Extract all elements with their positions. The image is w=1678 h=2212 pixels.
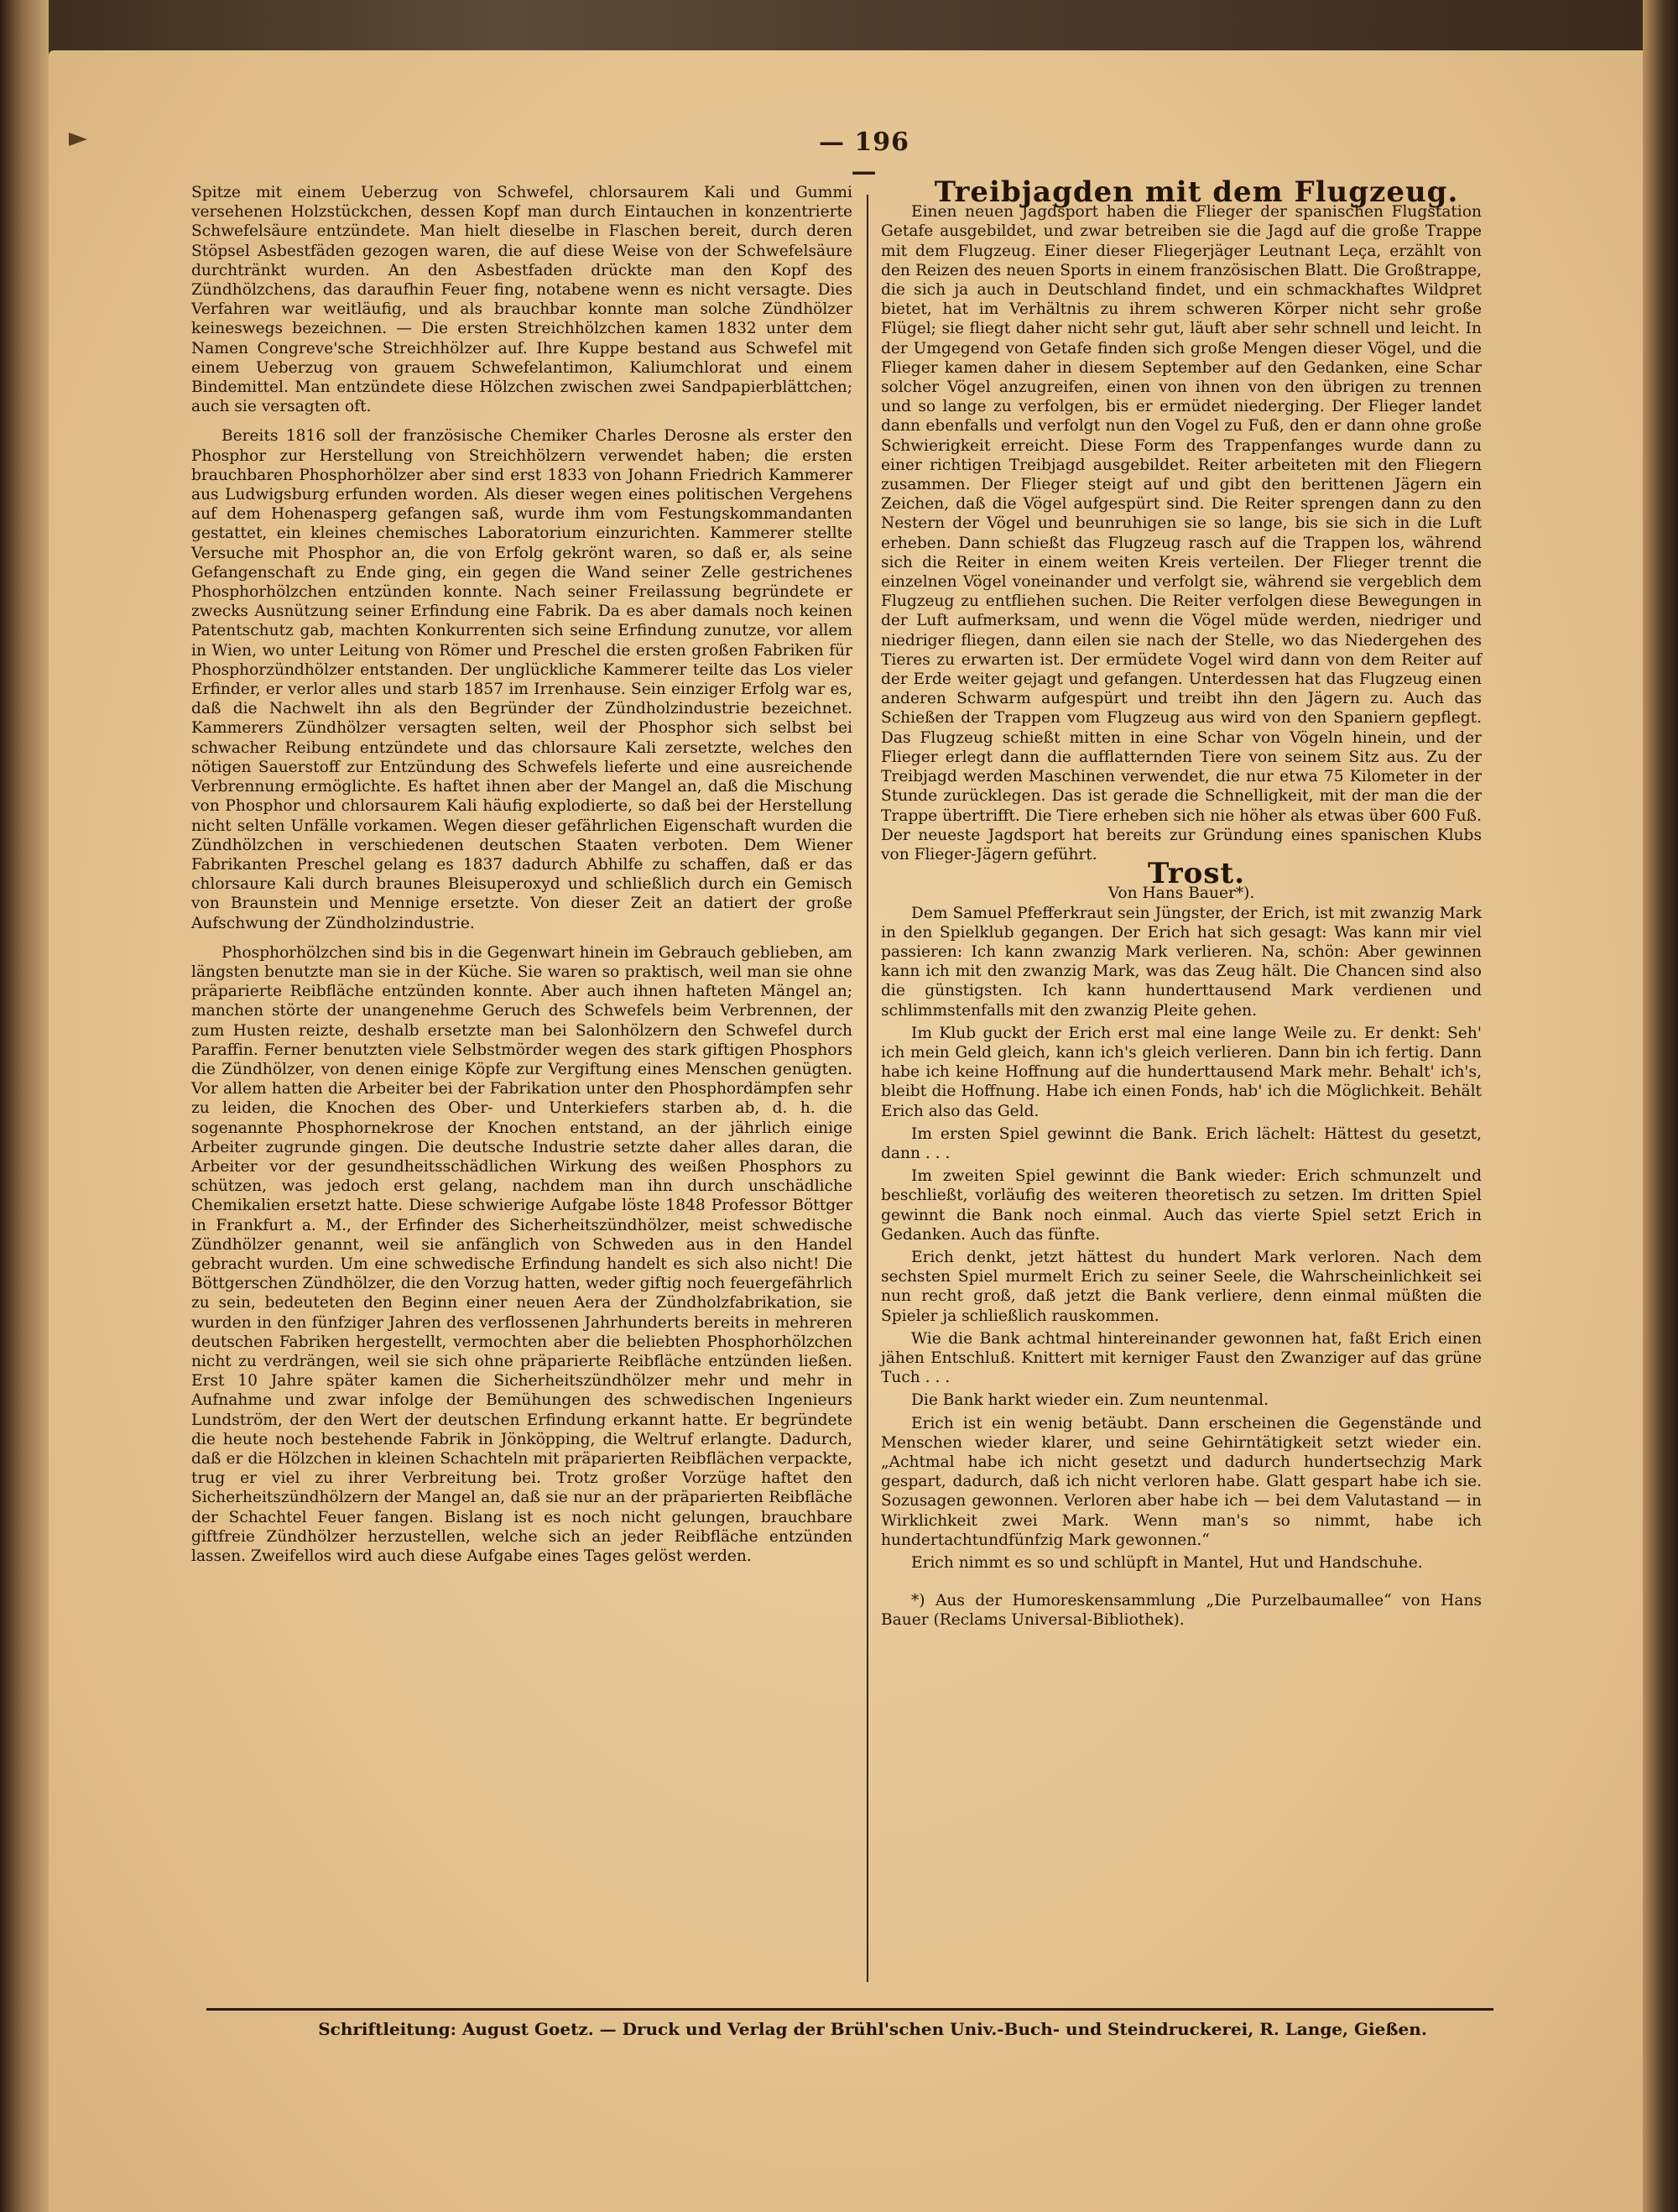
paragraph: Bereits 1816 soll der französische Chemiker Charles Derosne als erster den Phosphor zur Herstellung von Streichhölzern verwendet haben; die ersten brauchbaren Phosphorhölzer aber sind erst 1833 von Johann Friedrich Kammerer aus Ludwigsburg erfunden worden. Als dieser wegen eines politischen Vergehens auf dem Hohenasperg gefangen saß, wurde ihm vom Festungskommandanten gestattet, ein kleines chemisches Laboratorium einzurichten. Kammerer stellte Versuche mit Phosphor an, die von Erfolg gekrönt waren, so daß er, als seine Gefangenschaft zu Ende ging, ein gegen die Wand seiner Zelle gestrichenes Phosphorhölzchen entzünden konnte. Nach seiner Freilassung begründete er zwecks Ausnützung seiner Erfindung eine Fabrik. Da es aber damals noch keinen Patentschutz gab, machten Konkurrenten sich seine Erfindung zunutze, vor allem in Wien, wo unter Leitung von Römer und Preschel die ersten großen Fabriken für Phosphorzündhölzer entstanden. Der unglückliche Kammerer teilte das Los vieler Erfinder, er verlor alles und starb 1857 im Irrenhause. Sein einziger Erfolg war es, daß die Nachwelt ihn als den Begründer der Zündholzindustrie bezeichnet. Kammerers Zündhölzer versagten selten, weil der Phosphor sich selbst bei schwacher Reibung entzündete und das chlorsaure Kali zersetzte, welches den nötigen Sauerstoff zur Entzündung des Schwefels lieferte und eine ausreichende Verbrennung ermöglichte. Es haftet ihnen aber der Mangel an, daß die Mischung von Phosphor und chlorsaurem Kali häufig explodierte, so daß bei der Herstellung nicht selten Unfälle vorkamen. Wegen dieser gefährlichen Eigenschaft wurden die Zündhölzchen in verschiedenen deutschen Staaten verboten. Dem Wiener Fabrikanten Preschel gelang es 1837 dadurch Abhilfe zu schaffen, daß er das chlorsaure Kali durch braunes Bleisuperoxyd und schließlich durch ein Gemisch von Braunstein und Mennige ersetzte. Von dieser Zeit an datiert der große Aufschwung der Zündholzindustrie. (191, 427, 852, 932)
paragraph: Die Bank harkt wieder ein. Zum neuntenmal. (911, 1391, 1269, 1410)
paragraph: Wie die Bank achtmal hintereinander gewonnen hat, faßt Erich einen jähen Entschluß. Knittert mit kerniger Faust den Zwanziger auf das grüne Tuch . . . (881, 1329, 1482, 1387)
page-number: — 196 — (818, 128, 910, 186)
paragraph: Erich ist ein wenig betäubt. Dann erscheinen die Gegenstände und Menschen wieder klarer, und seine Gehirntätigkeit setzt wieder ein. „Achtmal habe ich nicht gesetzt und dadurch hundertsechzig Mark gespart, dadurch, daß ich nicht verloren habe. Glatt gespart habe ich sie. Sozusagen gewonnen. Verloren aber habe ich — bei dem Valutastand — in Wirklichkeit zwei Mark. Wenn man's so nimmt, habe ich hundertachtundfünfzig Mark gewonnen.“ (881, 1414, 1482, 1549)
impressum: Schriftleitung: August Goetz. — Druck und Verlag der Brühl'schen Univ.-Buch- und Steindruckerei, R. Lange, Gießen. (318, 2019, 1427, 2039)
book-binding-left (0, 0, 49, 2212)
book-edge-right (1643, 0, 1678, 2212)
paragraph: Phosphorhölzchen sind bis in die Gegenwart hinein im Gebrauch geblieben, am längsten benutzte man sie in der Küche. Sie waren so praktisch, weil man sie ohne präparierte Reibfläche entzünden konnte. Aber auch ihnen hafteten Mängel an; manchen störte der unangenehme Geruch des Schwefels beim Verbrennen, der zum Husten reizte, deshalb ersetzte man bei Salonhölzern den Schwefel durch Paraffin. Ferner benutzten viele Selbstmörder wegen des stark giftigen Phosphors die Zündhölzer, von denen einige Köpfe zur Vergiftung eines Menschen genügten. Vor allem hatten die Arbeiter bei der Fabrikation unter den Phosphordämpfen sehr zu leiden, die Knochen des Ober- und Unterkiefers starben ab, d. h. die sogenannte Phosphornekrose der Knochen entstand, an der jährlich einige Arbeiter zugrunde gingen. Die deutsche Industrie setzte daher alles daran, die Arbeiter vor der gesundheitsschädlichen Wirkung des weißen Phosphors zu schützen, was jedoch erst gelang, nachdem man ihn durch unschädliche Chemikalien ersetzt hatte. Diese schwierige Aufgabe löste 1848 Professor Böttger in Frankfurt a. M., der Erfinder des Sicherheitszündhölzer, meist schwedische Zündhölzer genannt, weil sie anfänglich von Schweden aus in den Handel gebracht wurden. Um eine schwedische Erfindung handelt es sich also nicht! Die Böttgerschen Zündhölzer, die den Vorzug hatten, weder giftig noch feuergefährlich zu sein, bedeuteten den Beginn einer neuen Aera der Zündholzfabrikation, sie wurden in den fünfziger Jahren des verflossenen Jahrhunderts bereits in mehreren deutschen Fabriken hergestellt, vermochten aber die beliebten Phosphorhölzchen nicht zu verdrängen, weil sie sich ohne präparierte Reibfläche entzünden ließen. Erst 10 Jahre später kamen die Sicherheitszündhölzer mehr und mehr in Aufnahme und zwar infolge der Bemühungen des schwedischen Ingenieurs Lundström, der den Wert der deutschen Erfindung erkannt hatte. Er begründete die heute noch bestehende Fabrik in Jönköpping, die Weltruf erlangte. Dadurch, daß er die Hölzchen in kleinen Schachteln mit präparierten Reibflächen verpackte, trug er viel zu ihrer Verbreitung bei. Trotz großer Vorzüge haftet den Sicherheitszündhölzern der Mangel an, daß sie nur an der präparierten Reibfläche der Schachtel Feuer fangen. Bislang ist es noch nicht gelungen, brauchbare giftfreie Zündhölzer herzustellen, welche sich an jeder Reibfläche entzünden lassen. Zweifellos wird auch diese Aufgabe eines Tages gelöst werden. (191, 943, 852, 1566)
article-byline: Von Hans Bauer*). (1107, 884, 1255, 903)
paragraph: Dem Samuel Pfefferkraut sein Jüngster, der Erich, ist mit zwanzig Mark in den Spielklub gegangen. Der Erich hat sich gesagt: Was kann mir viel passieren: Ich kann zwanzig Mark verlieren. Na, schön: Aber gewinnen kann ich mit den zwanzig Mark, was das Zeug hält. Die Chancen sind also die günstigsten. Ich kann hunderttausend Mark verdienen und schlimmstenfalls mit den zwanzig Pleite gehen. (881, 904, 1482, 1020)
paragraph: Spitze mit einem Ueberzug von Schwefel, chlorsaurem Kali und Gummi versehenen Holzstückchen, dessen Kopf man durch Eintauchen in konzentrierte Schwefelsäure entzündete. Man hielt dieselbe in Flaschen bereit, durch deren Stöpsel Asbestfäden gezogen waren, die auf diese Weise von der Schwefelsäure durchtränkt wurden. An den Asbestfaden drückte man den Kopf des Zündhölzchens, das daraufhin Feuer fing, notabene wenn es nicht versagte. Dies Verfahren war weitläufig, und als brauchbar konnte man solche Zündhölzer keineswegs bezeichnen. — Die ersten Streichhölzchen kamen 1832 unter dem Namen Congreve'sche Streichhölzer auf. Ihre Kuppe bestand aus Schwefel mit einem Ueberzug von grauem Schwefelantimon, Kaliumchlorat und einem Bindemittel. Man entzündete diese Hölzchen zwischen zwei Sandpapierblättchen; auch sie versagten oft. (191, 184, 852, 416)
margin-arrow-icon (69, 133, 87, 146)
article-text-treibjagden: Einen neuen Jagdsport haben die Flieger der spanischen Flugstation Getafe ausgebildet, und zwar betreiben sie die Jagd auf die große Trappe mit dem Flugzeug. Einer dieser Fliegerjäger Leutnant Leça, erzählt von den Reizen des neuen Sports in einem französischen Blatt. Die Großtrappe, die sich ja auch in Deutschland findet, und ein schmackhaftes Wildpret bietet, hat im Verhältnis zu ihrem schweren Körper nicht sehr große Flügel; sie fliegt daher nicht sehr gut, läuft aber sehr schnell und leicht. In der Umgegend von Getafe finden sich große Mengen dieser Vögel, und die Flieger kamen daher in diesem September auf den Gedanken, eine Schar solcher Vögel anzugreifen, einen von ihnen von den übrigen zu trennen und so lange zu verfolgen, bis er ermüdet niederging. Der Flieger landet dann ebenfalls und verfolgt nun den Vogel zu Fuß, den er dann ohne große Schwierigkeit erreicht. Diese Form des Trappenfanges wurde dann zu einer richtigen Treibjagd ausgebildet. Reiter arbeiteten mit den Fliegern zusammen. Der Flieger steigt auf und gibt den berittenen Jägern ein Zeichen, daß die Vögel aufgespürt sind. Die Reiter sprengen dann zu den Nestern der Vögel und beunruhigen sie so lange, bis sie sich in die Luft erheben. Dann schießt das Flugzeug rasch auf die Trappen los, während sich die Reiter in einem weiten Kreis verteilen. Der Flieger trennt die einzelnen Vögel voneinander und verfolgt sie, während sie vergeblich dem Flugzeug zu entfliehen suchen. Die Reiter verfolgen diese Bewegungen in der Luft aufmerksam, und wenn die Vögel müde werden, niedriger und niedriger fliegen, dann eilen sie nach der Stelle, wo das Niedergehen des Tieres zu erwarten ist. Der ermüdete Vogel wird dann von dem Reiter auf der Erde weiter gejagt und gefangen. Unterdessen hat das Flugzeug einen anderen Schwarm aufgespürt und treibt ihn den Jägern zu. Auch das Schießen der Trappen vom Flugzeug aus wird von den Spaniern gepflegt. Das Flugzeug schießt mitten in eine Schar von Vögeln hinein, und der Flieger erlegt dann die aufflatternden Tiere von seinem Sitz aus. Zu der Treibjagd werden Maschinen verwendet, die nur etwa 75 Kilometer in der Stunde zurücklegen. Das ist gerade die Schnelligkeit, mit der man die der Trappe übertrifft. Die Tiere erheben sich nie höher als etwas über 600 Fuß. Der neueste Jagdsport hat bereits zur Gründung eines spanischen Klubs von Flieger-Jägern geführt. (881, 203, 1482, 863)
paragraph: Erich nimmt es so und schlüpft in Mantel, Hut und Handschuhe. (911, 1554, 1423, 1573)
right-column (881, 175, 1482, 1630)
paragraph: Erich denkt, jetzt hättest du hundert Mark verloren. Nach dem sechsten Spiel murmelt Erich zu seiner Seele, die Wahrscheinlichkeit sei nun recht groß, daß jetzt die Bank verliere, denn einmal müßten die Spieler ja schließlich rauskommen. (881, 1248, 1482, 1325)
left-column (191, 183, 852, 1566)
paragraph: Im zweiten Spiel gewinnt die Bank wieder: Erich schmunzelt und beschließt, vorläufig des weiteren theoretisch zu setzen. Im dritten Spiel gewinnt die Bank noch einmal. Auch das vierte Spiel setzt Erich in Gedanken. Auch das fünfte. (881, 1167, 1482, 1244)
paragraph: Im ersten Spiel gewinnt die Bank. Erich lächelt: Hättest du gesetzt, dann . . . (881, 1124, 1482, 1162)
article-title-treibjagden: Treibjagden mit dem Flugzeug. (934, 175, 1459, 209)
paragraph: Im Klub guckt der Erich erst mal eine lange Weile zu. Er denkt: Seh' ich mein Geld gleich, kann ich's gleich verlieren. Dann bin ich fertig. Dann habe ich keine Hoffnung auf die hunderttausend Mark mehr. Behalt' ich's, bleibt die Hoffnung. Habe ich einen Fonds, hab' ich die Möglichkeit. Behält Erich also das Geld. (881, 1024, 1482, 1120)
bottom-rule (206, 2008, 1493, 2011)
column-divider (867, 195, 868, 1982)
article-title-trost: Trost. (1147, 857, 1246, 891)
footnote: *) Aus der Humoreskensammlung „Die Purzelbaumallee“ von Hans Bauer (Reclams Universal-Bibliothek). (881, 1592, 1482, 1630)
